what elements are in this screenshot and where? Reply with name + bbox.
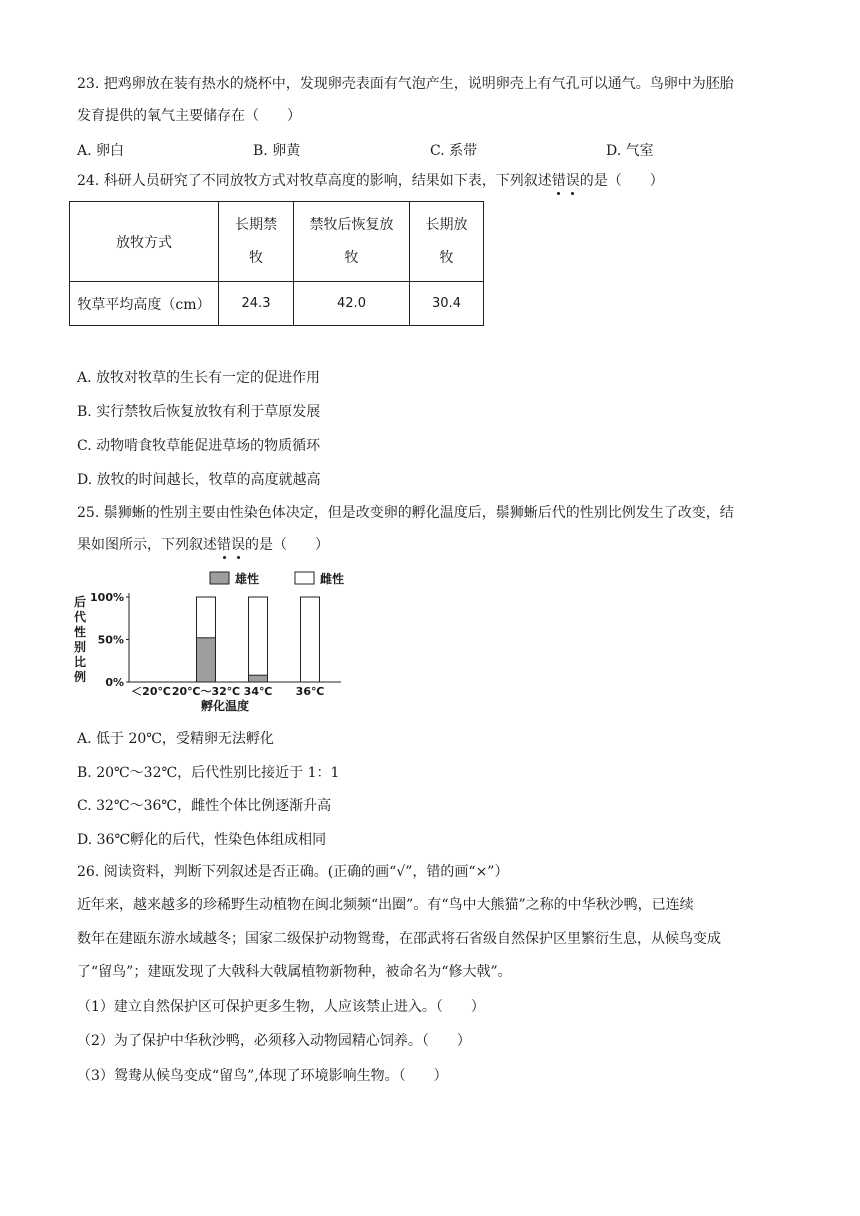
bar-female (249, 597, 268, 682)
q23-option-d[interactable]: D. 气室 (606, 143, 654, 159)
q23-option-b[interactable]: B. 卵黄 (253, 143, 301, 159)
q24-stem (77, 171, 664, 191)
y-axis-label-char: 别 (73, 640, 87, 654)
x-tick-label: ＜20℃ (131, 685, 171, 698)
y-axis-label-char: 代 (73, 610, 87, 624)
q26-stem: 26. 阅读资料，判断下列叙述是否正确。(正确的画“√”，错的画“×”） (77, 864, 509, 880)
q25-stem-post: 的是（ ） (245, 537, 329, 553)
table-col-long-grazing (410, 202, 484, 282)
q26-passage-line1: 近年来，越来越多的珍稀野生动植物在闽北频频“出圈”。有“鸟中大熊猫”之称的中华秋沙鸭，已连续 (77, 897, 694, 913)
bar-male (197, 638, 216, 682)
q26-passage-line2: 数年在建瓯东游水域越冬；国家二级保护动物鸳鸯，在邵武将石省级自然保护区里繁衍生息，从候鸟变成 (77, 931, 721, 947)
sex-ratio-chart-svg (73, 566, 363, 716)
q25-emphasis-1: 错 (217, 537, 231, 553)
q25-stem-pre: 果如图所示，下列叙述 (77, 537, 217, 553)
q25-stem-line1: 25. 鬃狮蜥的性别主要由性染色体决定，但是改变卵的孵化温度后，鬃狮蜥后代的性别比例发生了改变，结 (77, 505, 734, 521)
x-axis-label: 孵化温度 (200, 699, 250, 713)
grazing-table (69, 201, 484, 326)
q24-option-c[interactable]: C. 动物啃食牧草能促进草场的物质循环 (77, 438, 321, 454)
legend-swatch-male (210, 572, 229, 584)
x-tick-label: 20℃～32℃ (171, 685, 241, 698)
y-tick-label: 100% (90, 591, 124, 604)
q24-option-d[interactable]: D. 放牧的时间越长，牧草的高度就越高 (77, 472, 321, 488)
q25-emphasis-2: 误 (231, 537, 245, 553)
q26-item-2[interactable]: （2）为了保护中华秋沙鸭，必须移入动物园精心饲养。（ ） (77, 1033, 471, 1049)
y-axis-label-char: 例 (73, 670, 87, 684)
legend-label-female: 雌性 (320, 572, 345, 586)
q26-item-1[interactable]: （1）建立自然保护区可保护更多生物，人应该禁止进入。（ ） (77, 999, 485, 1015)
q23-option-a[interactable]: A. 卵白 (77, 143, 125, 159)
q24-option-a[interactable]: A. 放牧对牧草的生长有一定的促进作用 (77, 370, 321, 386)
q25-option-a[interactable]: A. 低于 20℃，受精卵无法孵化 (77, 731, 274, 747)
q24-option-b[interactable]: B. 实行禁牧后恢复放牧有利于草原发展 (77, 404, 321, 420)
bar-male (249, 675, 268, 682)
table-cell: 24.3 (219, 282, 294, 326)
y-tick-label: 50% (97, 633, 124, 647)
table-col-resume-grazing (294, 202, 410, 282)
q24-stem-post: 的是（ ） (579, 173, 664, 189)
sex-ratio-chart (73, 566, 363, 716)
col-label-line2: 牧 (439, 249, 454, 266)
table-cell: 42.0 (294, 282, 410, 326)
table-row (70, 282, 484, 326)
q23-stem-line1: 23. 把鸡卵放在装有热水的烧杯中，发现卵壳表面有气泡产生，说明卵壳上有气孔可以通气。鸟卵中为胚胎 (77, 76, 734, 92)
col-label-line1: 长期放 (425, 216, 468, 233)
q25-stem-line2 (77, 535, 329, 555)
q26-item-3[interactable]: （3）鸳鸯从候鸟变成“留鸟”,体现了环境影响生物。（ ） (77, 1068, 448, 1084)
q25-option-b[interactable]: B. 20℃～32℃，后代性别比接近于 1：1 (77, 765, 340, 781)
y-axis-label-char: 后 (73, 595, 87, 609)
q25-option-d[interactable]: D. 36℃孵化的后代，性染色体组成相同 (77, 832, 327, 848)
col-label-line2: 牧 (344, 249, 359, 266)
legend-swatch-female (295, 572, 314, 584)
q24-emphasis-2: 误 (565, 173, 580, 189)
x-tick-label: 36℃ (295, 685, 325, 698)
table-col-long-ban (219, 202, 294, 282)
legend-label-male: 雄性 (235, 572, 260, 586)
y-tick-label: 0% (105, 676, 124, 689)
table-cell: 30.4 (410, 282, 484, 326)
q26-passage-line3: 了“留鸟”；建瓯发现了大戟科大戟属植物新物种，被命名为“修大戟”。 (77, 964, 512, 980)
y-axis-label-char: 比 (73, 655, 87, 669)
col-label-line1: 禁牧后恢复放 (309, 216, 394, 233)
table-data-row-label: 牧草平均高度（cm） (70, 282, 219, 326)
q23-option-c[interactable]: C. 系带 (430, 143, 478, 159)
q24-emphasis-1: 错 (551, 173, 566, 189)
col-label-line1: 长期禁 (235, 216, 277, 233)
q23-stem-line2: 发育提供的氧气主要储存在（ ） (77, 108, 301, 124)
x-tick-label: 34℃ (243, 685, 273, 698)
table-header-row (70, 202, 484, 282)
col-label-line2: 牧 (249, 249, 263, 266)
q24-stem-pre: 24. 科研人员研究了不同放牧方式对牧草高度的影响，结果如下表，下列叙述 (77, 173, 552, 189)
table-row-header: 放牧方式 (70, 202, 219, 282)
bar-female (301, 597, 320, 682)
q25-option-c[interactable]: C. 32℃～36℃，雌性个体比例逐渐升高 (77, 798, 332, 814)
y-axis-label-char: 性 (73, 625, 87, 639)
